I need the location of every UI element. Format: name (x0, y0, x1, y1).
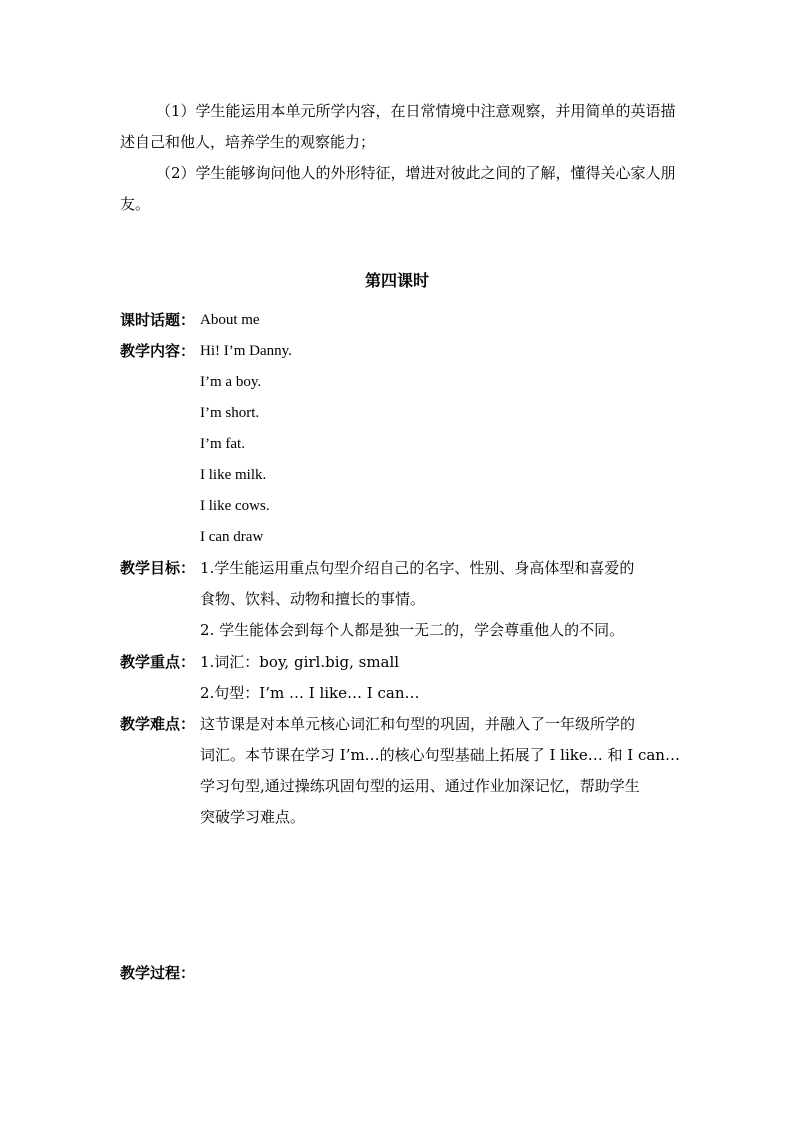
goals-label: 教学目标： (120, 559, 196, 577)
difficulties-line: 学习句型,通过操练巩固句型的运用、通过作业加深记忆，帮助学生 (200, 777, 640, 795)
goals-line: 1.学生能运用重点句型介绍自己的名字、性别、身高体型和喜爱的 (200, 559, 635, 577)
content-line: I’m fat. (200, 436, 245, 452)
process-label: 教学过程： (120, 964, 196, 982)
objective-paragraph-1: （1）学生能运用本单元所学内容，在日常情境中注意观察，并用简单的英语描述自己和他人，培养学生的观察能力； (120, 102, 676, 151)
difficulties-line: 突破学习难点。 (200, 808, 306, 826)
content-line: I’m short. (200, 405, 260, 421)
goals-line: 2. 学生能体会到每个人都是独一无二的，学会尊重他人的不同。 (200, 621, 625, 639)
content-line: Hi! I’m Danny. (200, 343, 292, 359)
difficulties-line: 这节课是对本单元核心词汇和句型的巩固，并融入了一年级所学的 (200, 715, 636, 733)
objective-paragraph-2: （2）学生能够询问他人的外形特征，增进对彼此之间的了解，懂得关心家人朋友。 (120, 164, 676, 213)
difficulties-line: 词汇。本节课在学习 I’m…的核心句型基础上拓展了 I like… 和 I can… (200, 746, 680, 764)
content-line: I’m a boy. (200, 374, 262, 390)
topic-value: About me (200, 312, 260, 328)
content-line: I like milk. (200, 467, 267, 483)
topic-label: 课时话题： (120, 311, 196, 329)
content-line: I can draw (200, 529, 264, 545)
lesson-title: 第四课时 (364, 271, 429, 290)
goals-line: 食物、饮料、动物和擅长的事情。 (200, 590, 426, 608)
difficulties-label: 教学难点： (120, 715, 196, 733)
content-label: 教学内容： (120, 342, 196, 360)
key-points-label: 教学重点： (120, 653, 196, 671)
key-points-line: 2.句型：I’m … I like… I can… (200, 684, 420, 702)
content-line: I like cows. (200, 498, 270, 514)
key-points-line: 1.词汇：boy, girl.big, small (200, 653, 400, 671)
